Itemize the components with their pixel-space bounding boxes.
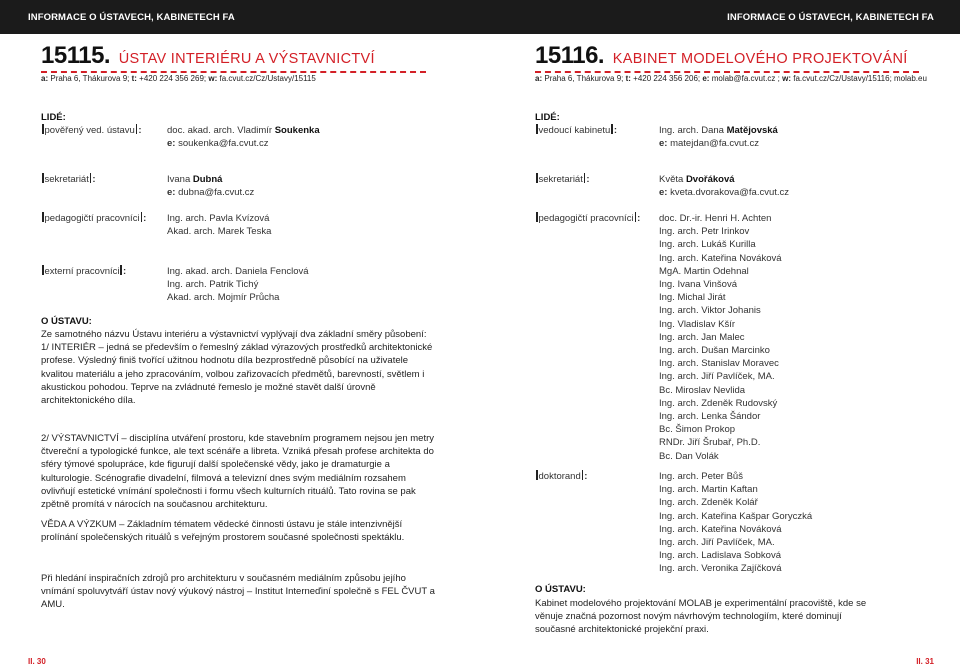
cabinet-address: a: Praha 6, Thákurova 9; t: +420 224 356 206; e: molab@fa.cvut.cz ; w: fa.cvut.cz/Cz/Ustavy/15116; molab.eu: [535, 74, 927, 83]
name-line: Ing. akad. arch. Daniela Fenclová: [167, 266, 309, 277]
about-paragraph: 2/ VÝSTAVNICTVÍ – disciplína utváření prostoru, kde stavebním programem nejsou jen metry čtvereční a typologické funkce, ale text scénáře a libreta. Vzniká přesah profese architekta do sféry týmové spolupráce, kde figurují další společenské vědy, jako je dramaturgie a kulturologie. Scénografie divadelní, filmová a televizní dnes svým mediálním rozsahem ovlivňují estetické vnímání společnosti i formu všech kulturních rituálů. Tato rovina se pak zpětně promítá v nárocích na současnou architekturu.: [41, 433, 435, 511]
divider-bar: [536, 212, 538, 222]
institute-name: ÚSTAV INTERIÉRU A VÝSTAVNICTVÍ: [118, 51, 375, 67]
about-heading: O ÚSTAVU:: [41, 316, 92, 327]
role-label: sekretariát :: [535, 173, 590, 185]
divider-bar: [120, 265, 122, 275]
name-line: MgA. Martin Odehnal: [659, 265, 749, 277]
role-names: [167, 173, 254, 199]
name-line: Květa Dvořáková: [659, 174, 735, 185]
role-names: [659, 212, 782, 463]
role-names: [659, 124, 778, 150]
name-line: Ivana Dubná: [167, 174, 223, 185]
name-line: Ing. arch. Kateřina Kašpar Goryczká: [659, 510, 813, 522]
role-names: [659, 470, 812, 576]
name-line: Ing. arch. Petr Irinkov: [659, 226, 750, 238]
divider-bar: [536, 124, 538, 134]
page-number: II. 30: [28, 657, 46, 666]
name-line: Ing. arch. Jan Malec: [659, 331, 745, 343]
divider-bar: [611, 124, 613, 134]
role-label: sekretariát :: [41, 173, 96, 185]
name-line: Ing. arch. Viktor Johanis: [659, 305, 761, 317]
role-label: pedagogičtí pracovníci :: [535, 212, 640, 224]
institute-title: [41, 42, 375, 70]
about-paragraph: VĚDA A VÝZKUM – Základním tématem vědecké činnosti ústavu je stále intenzivnější prolínání společenských rituálů s veřejným prostorem současné společnosti spektáklu.: [41, 519, 405, 544]
name-line: Ing. arch. Dana Matějovská: [659, 125, 778, 136]
name-line: Ing. arch. Kateřina Nováková: [659, 252, 782, 264]
role-label: doktorand :: [535, 470, 587, 482]
role-label: pedagogičtí pracovníci :: [41, 212, 146, 224]
divider-bar: [536, 470, 538, 480]
divider-bar: [42, 212, 44, 222]
name-line: Akad. arch. Mojmír Průcha: [167, 292, 280, 304]
institute-address: a: Praha 6, Thákurova 9; t: +420 224 356 269; w: fa.cvut.cz/Cz/Ustavy/15115: [41, 74, 316, 83]
role-label: externí pracovníci :: [41, 265, 126, 277]
about-paragraph: Ze samotného názvu Ústavu interiéru a výstavnictví vyplývají dva základní směry působení: 1/ INTERIÉR – jedná se především o řemeslný základ výrazových prostředků architektonické profese. Výsledný finiš tvořící užitnou hodnotu díla bezprostředně působící na uživatele kvalitou materiálu a jeho zpracováním, volbou zařizovacích předmětů, barevností, světlem i akustickou pohodou. Teprve na zvládnuté řemeslo je možné stavět další úrovně architektonického díla.: [41, 329, 433, 407]
name-line: Ing. arch. Zdeněk Rudovský: [659, 397, 778, 409]
right-page: [480, 0, 960, 666]
role-names: [167, 212, 271, 238]
name-line: Ing. arch. Martin Kaftan: [659, 484, 758, 496]
name-line: e: dubna@fa.cvut.cz: [167, 187, 255, 199]
name-line: RNDr. Jiří Šrubař, Ph.D.: [659, 437, 761, 449]
cabinet-name: KABINET MODELOVÉHO PROJEKTOVÁNÍ: [612, 51, 908, 67]
people-heading: LIDÉ:: [535, 112, 560, 123]
about-paragraph: Při hledání inspiračních zdrojů pro architekturu v současném mediálním způsobu jejího vnímání spoluvytváří ústav nový výukový nástroj – Institut Interneďiní společně s FEL ČVUT a AMU.: [41, 573, 435, 611]
name-line: e: kveta.dvorakova@fa.cvut.cz: [659, 187, 790, 199]
role-label: vedoucí kabinetu :: [535, 124, 617, 136]
name-line: Ing. Ivana Vinšová: [659, 279, 737, 291]
name-line: Bc. Dan Volák: [659, 450, 719, 462]
title-dash-line: [41, 71, 426, 73]
cabinet-title: [535, 42, 908, 70]
name-line: Ing. arch. Stanislav Moravec: [659, 358, 779, 370]
cabinet-number: 15116.: [535, 42, 605, 69]
name-line: Ing. arch. Patrik Tichý: [167, 279, 259, 291]
role-names: [167, 265, 309, 305]
header-left: INFORMACE O ÚSTAVECH, KABINETECH FA: [28, 12, 235, 23]
about-paragraph: Kabinet modelového projektování MOLAB je experimentální pracoviště, kde se věnuje značná pozornost novým návrhovým technologiím, které dominují současné architektonické projekční praxi.: [535, 598, 867, 636]
name-line: Ing. arch. Jiří Pavlíček, MA.: [659, 537, 775, 549]
name-line: Ing. Vladislav Kšír: [659, 318, 736, 330]
name-line: Ing. arch. Dušan Marcinko: [659, 345, 770, 357]
name-line: Ing. arch. Peter Bůš: [659, 471, 743, 482]
name-line: Ing. arch. Lukáš Kurilla: [659, 239, 756, 251]
divider-bar: [42, 265, 44, 275]
divider-bar: [536, 173, 538, 183]
divider-bar: [42, 173, 44, 183]
name-line: Ing. arch. Kateřina Nováková: [659, 523, 782, 535]
name-line: Akad. arch. Marek Teska: [167, 226, 272, 238]
page-number: II. 31: [916, 657, 934, 666]
institute-number: 15115.: [41, 42, 111, 69]
divider-bar: [42, 124, 44, 134]
name-line: e: matejdan@fa.cvut.cz: [659, 138, 759, 150]
name-line: Ing. arch. Pavla Kvízová: [167, 213, 270, 224]
name-line: doc. Dr.-ir. Henri H. Achten: [659, 213, 772, 224]
name-line: Ing. arch. Veronika Zajíčková: [659, 563, 782, 575]
name-line: Ing. Michal Jirát: [659, 292, 726, 304]
divider-bar: [635, 212, 637, 222]
about-heading: O ÚSTAVU:: [535, 584, 586, 595]
role-names: [167, 124, 320, 150]
role-label: pověřený ved. ústavu :: [41, 124, 141, 136]
divider-bar: [141, 212, 143, 222]
name-line: Ing. arch. Lenka Šándor: [659, 411, 761, 423]
name-line: Ing. arch. Ladislava Sobková: [659, 550, 781, 562]
name-line: doc. akad. arch. Vladimír Soukenka: [167, 125, 320, 136]
name-line: Ing. arch. Zdeněk Kolář: [659, 497, 758, 509]
people-heading: LIDÉ:: [41, 112, 66, 123]
role-names: [659, 173, 789, 199]
name-line: e: soukenka@fa.cvut.cz: [167, 138, 269, 150]
title-dash-line: [535, 71, 919, 73]
header-right: INFORMACE O ÚSTAVECH, KABINETECH FA: [727, 12, 934, 23]
name-line: Ing. arch. Jiří Pavlíček, MA.: [659, 371, 775, 383]
name-line: Bc. Šimon Prokop: [659, 424, 736, 436]
name-line: Bc. Miroslav Nevlida: [659, 384, 746, 396]
